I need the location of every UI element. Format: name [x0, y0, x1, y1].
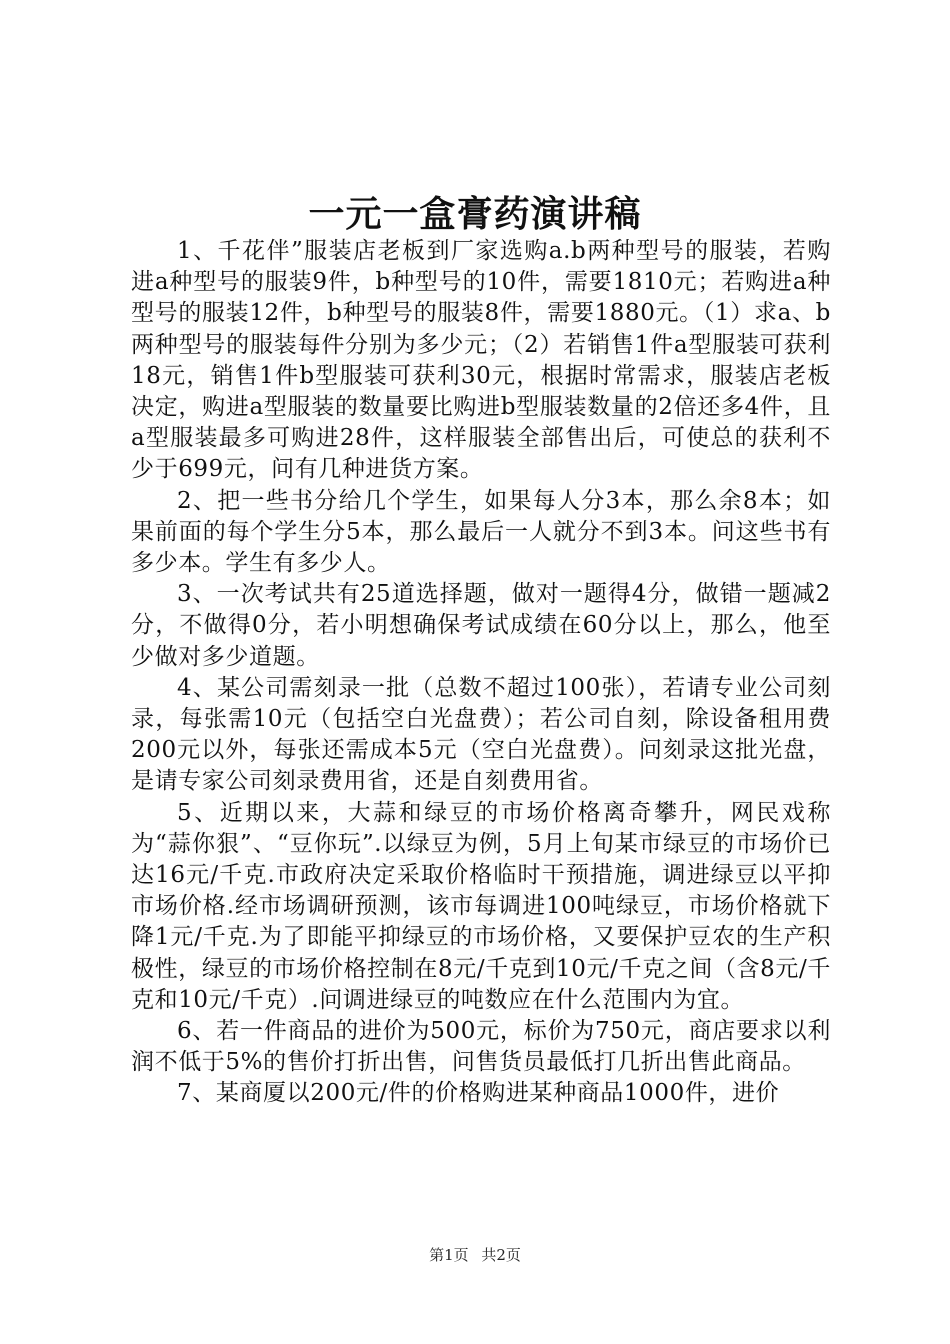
paragraph-6: 6、若一件商品的进价为500元，标价为750元，商店要求以利润不低于5%的售价打折出售，问售货员最低打几折出售此商品。 [131, 1018, 831, 1076]
paragraph-5: 5、近期以来，大蒜和绿豆的市场价格离奇攀升，网民戏称为“蒜你狠”、“豆你玩”.以绿豆为例，5月上旬某市绿豆的市场价已达16元/千克.市政府决定采取价格临时干预措施，调进绿豆以平抑市场价格.经市场调研预测，该市每调进100吨绿豆，市场价格就下降1元/千克.为了即能平抑绿豆的市场价格，又要保护豆农的生产积极性，绿豆的市场价格控制在8元/千克到10元/千克之间（含8元/千克和10元/千克）.问调进绿豆的吨数应在什么范围内为宜。 [131, 799, 831, 1013]
document-title: 一元一盒膏药演讲稿 [308, 193, 642, 235]
paragraph-4: 4、某公司需刻录一批（总数不超过100张），若请专业公司刻录，每张需10元（包括空白光盘费）；若公司自刻，除设备租用费200元以外，每张还需成本5元（空白光盘费）。问刻录这批光盘，是请专家公司刻录费用省，还是自刻费用省。 [131, 674, 831, 795]
page-number-current: 第1页 [429, 1246, 469, 1264]
page-number-total: 共2页 [481, 1246, 521, 1264]
paragraph-1: 1、千花伴”服装店老板到厂家选购a.b两种型号的服装，若购进a种型号的服装9件，b种型号的10件，需要1810元；若购进a种型号的服装12件，b种型号的服装8件，需要1880元。（1）求a、b两种型号的服装每件分别为多少元；（2）若销售1件a型服装可获利18元，销售1件b型服装可获利30元，根据时常需求，服装店老板决定，购进a型服装的数量要比购进b型服装数量的2倍还多4件，且a型服装最多可购进28件，这样服装全部售出后，可使总的获利不少于699元，问有几种进货方案。 [131, 238, 831, 483]
paragraph-7: 7、某商厦以200元/件的价格购进某种商品1000件，进价 [177, 1080, 780, 1107]
paragraph-3: 3、一次考试共有25道选择题，做对一题得4分，做错一题减2分，不做得0分，若小明想确保考试成绩在60分以上，那么，他至少做对多少道题。 [131, 581, 831, 670]
paragraph-2: 2、把一些书分给几个学生，如果每人分3本，那么余8本；如果前面的每个学生分5本，那么最后一人就分不到3本。问这些书有多少本。学生有多少人。 [131, 487, 831, 577]
page-footer [0, 1244, 950, 1265]
document-body [131, 236, 831, 1110]
